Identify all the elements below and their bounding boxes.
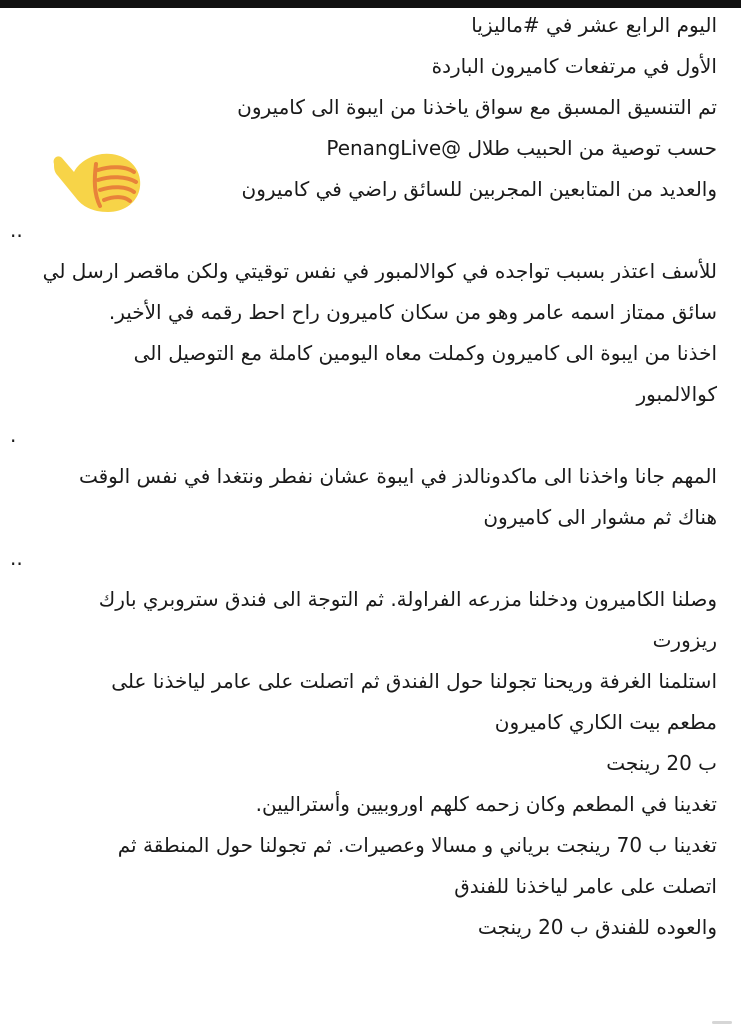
post-line: مطعم بيت الكاري كاميرون — [494, 710, 717, 734]
post-line: وصلنا الكاميرون ودخلنا مزرعه الفراولة. ثم التوجة الى فندق ستروبري بارك — [98, 587, 717, 611]
thumbs-up-icon — [48, 150, 146, 214]
post-line: والعديد من المتابعين المجربين للسائق راضي في كاميرون — [241, 177, 717, 201]
post-line: المهم جانا واخذنا الى ماكدونالدز في ايبوة عشان نفطر ونتغدا في نفس الوقت — [78, 464, 717, 488]
post-line: ب 20 رينجت — [606, 751, 717, 775]
post-separator: .. — [10, 546, 23, 570]
post-line: اخذنا من ايبوة الى كاميرون وكملت معاه اليومين كاملة مع التوصيل الى — [133, 341, 717, 365]
post-line: ريزورت — [652, 628, 717, 652]
post-line: هناك ثم مشوار الى كاميرون — [483, 505, 717, 529]
post-line: اليوم الرابع عشر في #ماليزيا — [471, 13, 717, 37]
post-line: للأسف اعتذر بسبب تواجده في كوالالمبور في نفس توقيتي ولكن ماقصر ارسل لي — [42, 259, 717, 283]
post-line: سائق ممتاز اسمه عامر وهو من سكان كاميرون راح احط رقمه في الأخير. — [108, 300, 717, 324]
status-bar — [0, 0, 741, 8]
post-line: الأول في مرتفعات كاميرون الباردة — [431, 54, 717, 78]
post-line: تغدينا ب 70 رينجت برياني و مسالا وعصيرات. ثم تجولنا حول المنطقة ثم — [117, 833, 717, 857]
post-line: كوالالمبور — [636, 382, 717, 406]
post-line: استلمنا الغرفة وريحنا تجولنا حول الفندق ثم اتصلت على عامر لياخذنا على — [111, 669, 717, 693]
post-line-mention[interactable]: حسب توصية من الحبيب طلال @PenangLive — [326, 136, 717, 160]
post-line: تغدينا في المطعم وكان زحمه كلهم اوروبيين وأستراليين. — [255, 792, 717, 816]
post-separator: .. — [10, 218, 23, 242]
post-line: تم التنسيق المسبق مع سواق ياخذنا من ايبوة الى كاميرون — [237, 95, 717, 119]
post-line: والعوده للفندق ب 20 رينجت — [477, 915, 717, 939]
post-line: اتصلت على عامر لياخذنا للفندق — [454, 874, 717, 898]
post-separator: . — [10, 423, 17, 447]
